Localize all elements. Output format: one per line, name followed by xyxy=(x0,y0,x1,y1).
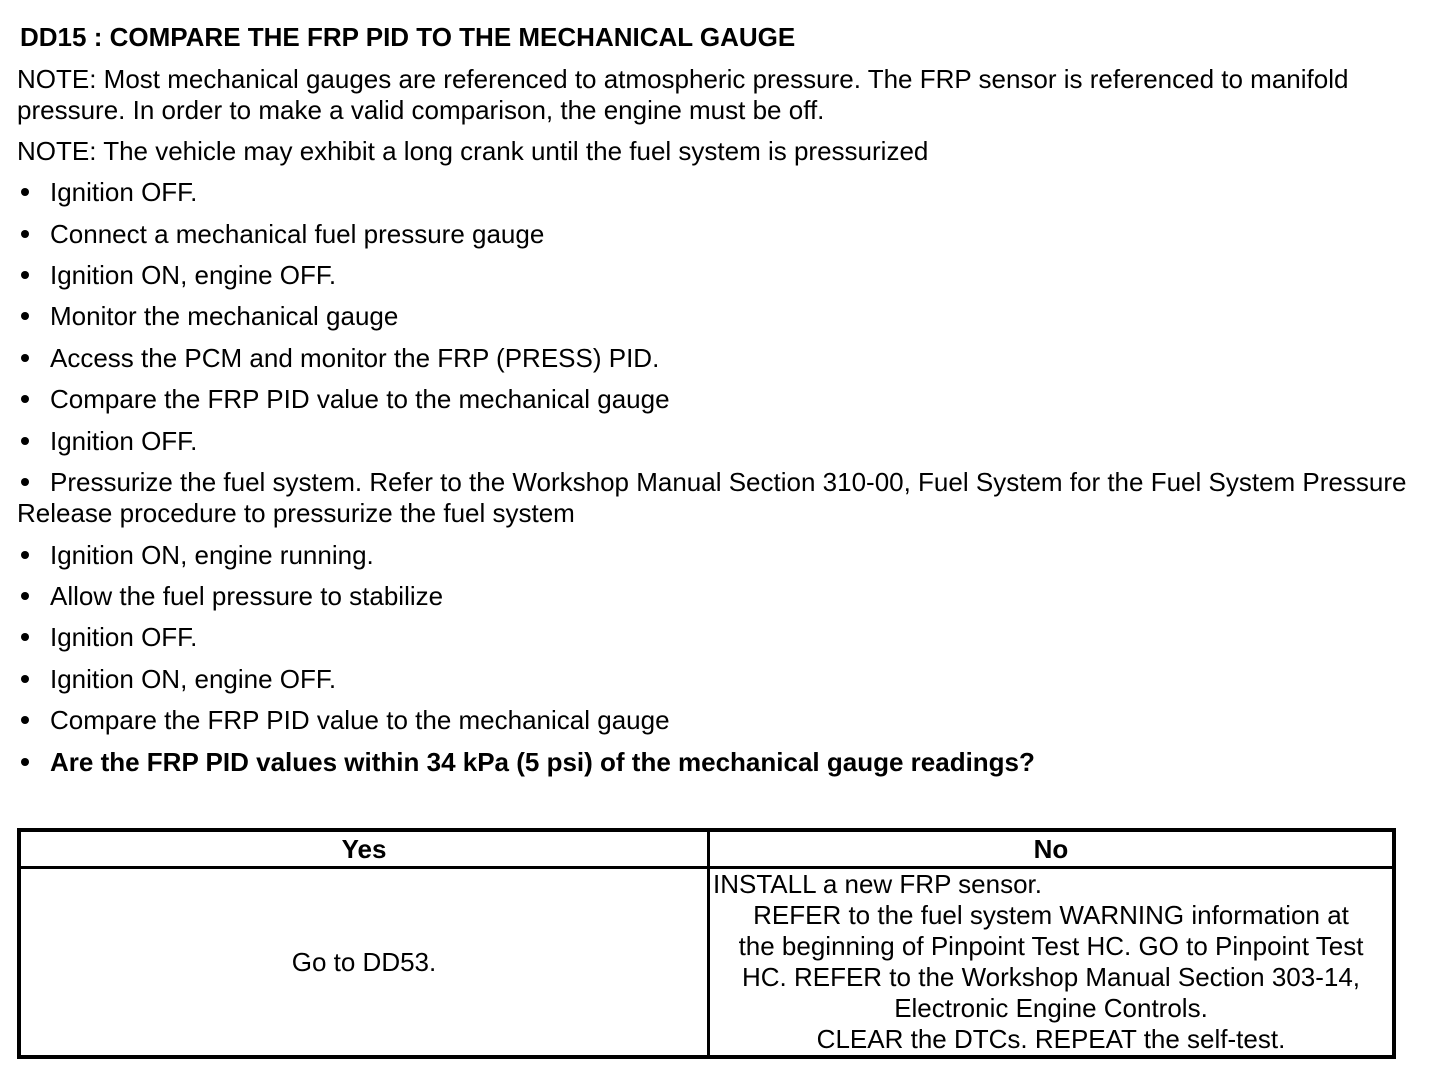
no-line: INSTALL a new FRP sensor. xyxy=(713,869,1042,899)
step-connect-gauge xyxy=(17,219,1412,250)
step-ignition-off-2 xyxy=(17,426,1412,457)
step-question xyxy=(17,747,1412,778)
step-text: Pressurize the fuel system. Refer to the Workshop Manual Section 310-00, Fuel System for the Fuel System Pressure Release procedure to pressurize the fuel system xyxy=(17,467,1407,528)
no-header: No xyxy=(709,830,1395,868)
bullet-icon xyxy=(21,675,29,683)
bullet-icon xyxy=(21,395,29,403)
step-text: Are the FRP PID values within 34 kPa (5 psi) of the mechanical gauge readings? xyxy=(50,747,1035,777)
no-line: Electronic Engine Controls. xyxy=(894,993,1208,1023)
bullet-icon xyxy=(21,478,29,486)
bullet-icon xyxy=(21,354,29,362)
page-title: DD15 : COMPARE THE FRP PID TO THE MECHANICAL GAUGE xyxy=(20,22,796,52)
note-long-crank: NOTE: The vehicle may exhibit a long crank until the fuel system is pressurized xyxy=(17,136,929,166)
step-monitor-gauge xyxy=(17,301,1412,332)
no-cell xyxy=(709,868,1395,1058)
step-text: Allow the fuel pressure to stabilize xyxy=(50,581,444,611)
step-access-pcm xyxy=(17,343,1412,374)
step-text: Monitor the mechanical gauge xyxy=(50,301,399,331)
table-row xyxy=(19,868,1394,1058)
step-ignition-off-1 xyxy=(17,177,1412,208)
bullet-icon xyxy=(21,592,29,600)
yes-no-table xyxy=(17,828,1396,1059)
step-compare-2 xyxy=(17,705,1412,736)
step-ignition-on-running xyxy=(17,540,1412,571)
bullet-icon xyxy=(21,437,29,445)
step-text: Connect a mechanical fuel pressure gauge xyxy=(50,219,545,249)
yes-header: Yes xyxy=(19,830,709,868)
step-text: Ignition OFF. xyxy=(50,622,198,652)
no-line: HC. REFER to the Workshop Manual Section 303-14, xyxy=(741,962,1361,992)
step-text: Compare the FRP PID value to the mechanical gauge xyxy=(50,384,670,414)
yes-cell: Go to DD53. xyxy=(19,868,709,1058)
step-ignition-on-engine-off-1 xyxy=(17,260,1412,291)
bullet-icon xyxy=(21,188,29,196)
no-line: CLEAR the DTCs. REPEAT the self-test. xyxy=(816,1024,1286,1054)
no-line: REFER to the fuel system WARNING information at xyxy=(753,900,1349,930)
step-text: Ignition OFF. xyxy=(50,177,198,207)
bullet-icon xyxy=(21,551,29,559)
bullet-icon xyxy=(21,716,29,724)
step-text: Ignition OFF. xyxy=(50,426,198,456)
bullet-icon xyxy=(21,633,29,641)
note-atmospheric-pressure: NOTE: Most mechanical gauges are referenced to atmospheric pressure. The FRP sensor is referenced to manifold pressure. In order to make a valid comparison, the engine must be off. xyxy=(17,64,1349,125)
step-text: Ignition ON, engine running. xyxy=(50,540,374,570)
step-text: Ignition ON, engine OFF. xyxy=(50,664,337,694)
no-line: the beginning of Pinpoint Test HC. GO to Pinpoint Test xyxy=(738,931,1364,961)
step-text: Access the PCM and monitor the FRP (PRESS) PID. xyxy=(50,343,660,373)
bullet-icon xyxy=(21,312,29,320)
step-text: Ignition ON, engine OFF. xyxy=(50,260,337,290)
bullet-icon xyxy=(21,758,29,766)
step-stabilize xyxy=(17,581,1412,612)
step-text: Compare the FRP PID value to the mechanical gauge xyxy=(50,705,670,735)
step-compare-1 xyxy=(17,384,1412,415)
step-ignition-off-3 xyxy=(17,622,1412,653)
bullet-icon xyxy=(21,271,29,279)
step-ignition-on-engine-off-2 xyxy=(17,664,1412,695)
bullet-icon xyxy=(21,230,29,238)
step-pressurize xyxy=(17,467,1412,529)
table-header-row xyxy=(19,830,1394,868)
